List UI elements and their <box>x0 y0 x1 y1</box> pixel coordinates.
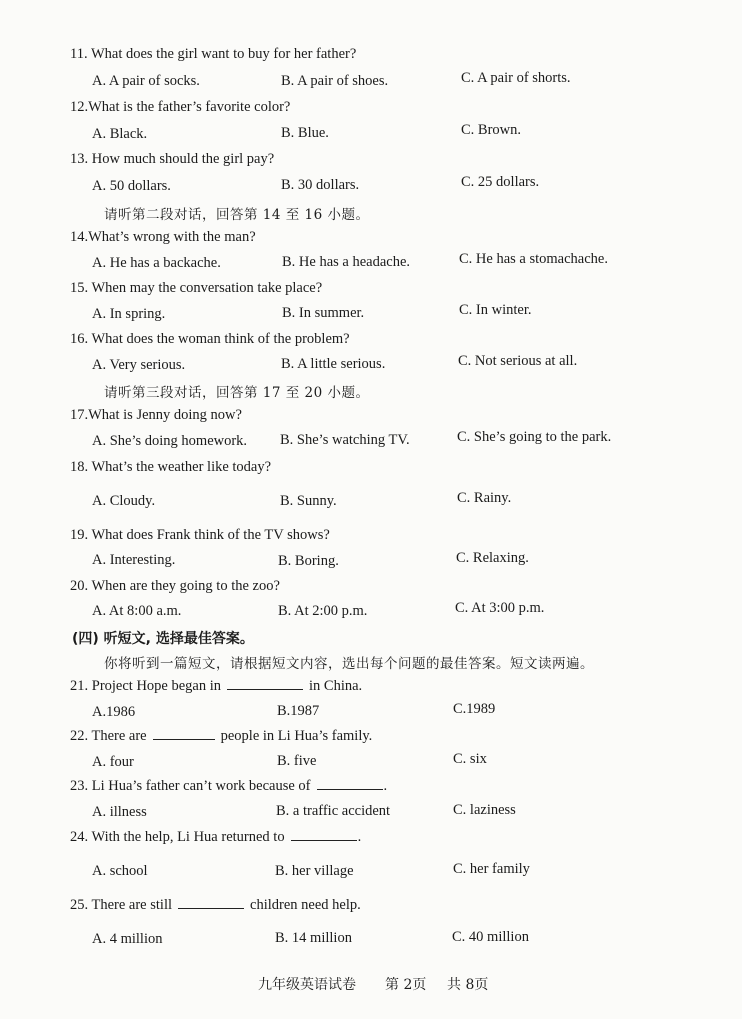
option-25a: A. 4 million <box>92 931 163 947</box>
question-14: 14.What’s wrong with the man? <box>70 229 256 245</box>
question-21-text: 21. Project Hope began in <box>70 678 222 694</box>
option-23c: C. laziness <box>453 802 516 818</box>
question-24 <box>70 829 361 846</box>
section-4-title: (四) 听短文, 选择最佳答案。 <box>72 631 254 647</box>
option-12c: C. Brown. <box>461 122 522 138</box>
option-15c: C. In winter. <box>459 302 532 318</box>
instruction-dialogue-3: 请听第三段对话，回答第 17 至 20 小题。 <box>104 385 370 401</box>
option-25b: B. 14 million <box>275 930 352 946</box>
option-18c: C. Rainy. <box>457 490 512 506</box>
question-25-tail: children need help. <box>250 897 361 913</box>
answer-blank <box>291 839 357 841</box>
question-16: 16. What does the woman think of the problem? <box>70 331 350 347</box>
option-24a: A. school <box>92 863 148 879</box>
question-17: 17.What is Jenny doing now? <box>70 407 242 423</box>
option-20c: C. At 3:00 p.m. <box>455 600 545 616</box>
option-15b: B. In summer. <box>282 305 365 321</box>
question-18: 18. What’s the weather like today? <box>70 459 272 475</box>
answer-blank <box>153 738 215 740</box>
option-16b: B. A little serious. <box>281 356 386 372</box>
answer-blank <box>178 907 244 909</box>
question-22 <box>70 728 372 745</box>
option-24b: B. her village <box>275 863 354 879</box>
option-17a: A. She’s doing homework. <box>92 433 248 449</box>
footer-total-pages: 共 8页 <box>447 977 489 993</box>
option-18b: B. Sunny. <box>280 493 337 509</box>
option-13a: A. 50 dollars. <box>92 178 171 194</box>
option-12b: B. Blue. <box>281 125 329 141</box>
question-19: 19. What does Frank think of the TV shows? <box>70 527 330 543</box>
option-12a: A. Black. <box>92 126 148 142</box>
option-15a: A. In spring. <box>92 306 166 322</box>
footer-page-number: 第 2页 <box>385 977 427 993</box>
answer-blank <box>227 688 303 690</box>
option-16a: A. Very serious. <box>92 357 186 373</box>
question-23-text: 23. Li Hua’s father can’t work because of <box>70 778 311 794</box>
option-22b: B. five <box>277 753 317 769</box>
question-21 <box>70 678 362 695</box>
option-19c: C. Relaxing. <box>456 550 529 566</box>
option-21c: C.1989 <box>453 701 496 717</box>
option-14c: C. He has a stomachache. <box>459 251 608 267</box>
option-17b: B. She’s watching TV. <box>280 432 410 448</box>
option-22c: C. six <box>453 751 487 767</box>
question-24-text: 24. With the help, Li Hua returned to <box>70 829 285 845</box>
footer-exam-title: 九年级英语试卷 <box>258 977 356 993</box>
option-17c: C. She’s going to the park. <box>457 429 612 445</box>
option-11a: A. A pair of socks. <box>92 73 200 89</box>
question-22-tail: people in Li Hua’s family. <box>220 728 373 744</box>
option-14a: A. He has a backache. <box>92 255 221 271</box>
option-20b: B. At 2:00 p.m. <box>278 603 368 619</box>
question-25 <box>70 897 361 914</box>
option-13c: C. 25 dollars. <box>461 174 540 190</box>
answer-blank <box>317 788 383 790</box>
question-15: 15. When may the conversation take place? <box>70 280 323 296</box>
question-22-text: 22. There are <box>70 728 147 744</box>
question-23-tail: . <box>383 778 388 794</box>
option-25c: C. 40 million <box>452 929 529 945</box>
option-11c: C. A pair of shorts. <box>461 70 571 86</box>
question-20: 20. When are they going to the zoo? <box>70 578 280 594</box>
option-19a: A. Interesting. <box>92 552 176 568</box>
option-14b: B. He has a headache. <box>282 254 411 270</box>
question-23 <box>70 778 387 795</box>
option-21b: B.1987 <box>277 703 320 719</box>
option-23a: A. illness <box>92 804 147 820</box>
option-24c: C. her family <box>453 861 530 877</box>
option-11b: B. A pair of shoes. <box>281 73 389 89</box>
question-11: 11. What does the girl want to buy for her father? <box>70 46 357 62</box>
option-16c: C. Not serious at all. <box>458 353 578 369</box>
question-13: 13. How much should the girl pay? <box>70 151 275 167</box>
question-12: 12.What is the father’s favorite color? <box>70 99 291 115</box>
option-19b: B. Boring. <box>278 553 339 569</box>
option-13b: B. 30 dollars. <box>281 177 360 193</box>
question-25-text: 25. There are still <box>70 897 173 913</box>
option-22a: A. four <box>92 754 134 770</box>
question-21-tail: in China. <box>309 678 363 694</box>
question-24-tail: . <box>357 829 362 845</box>
instruction-dialogue-2: 请听第二段对话，回答第 14 至 16 小题。 <box>104 207 370 223</box>
option-18a: A. Cloudy. <box>92 493 156 509</box>
option-23b: B. a traffic accident <box>276 803 391 819</box>
option-21a: A.1986 <box>92 704 136 720</box>
option-20a: A. At 8:00 a.m. <box>92 603 182 619</box>
section-4-description: 你将听到一篇短文，请根据短文内容，选出每个问题的最佳答案。短文读两遍。 <box>104 656 594 672</box>
